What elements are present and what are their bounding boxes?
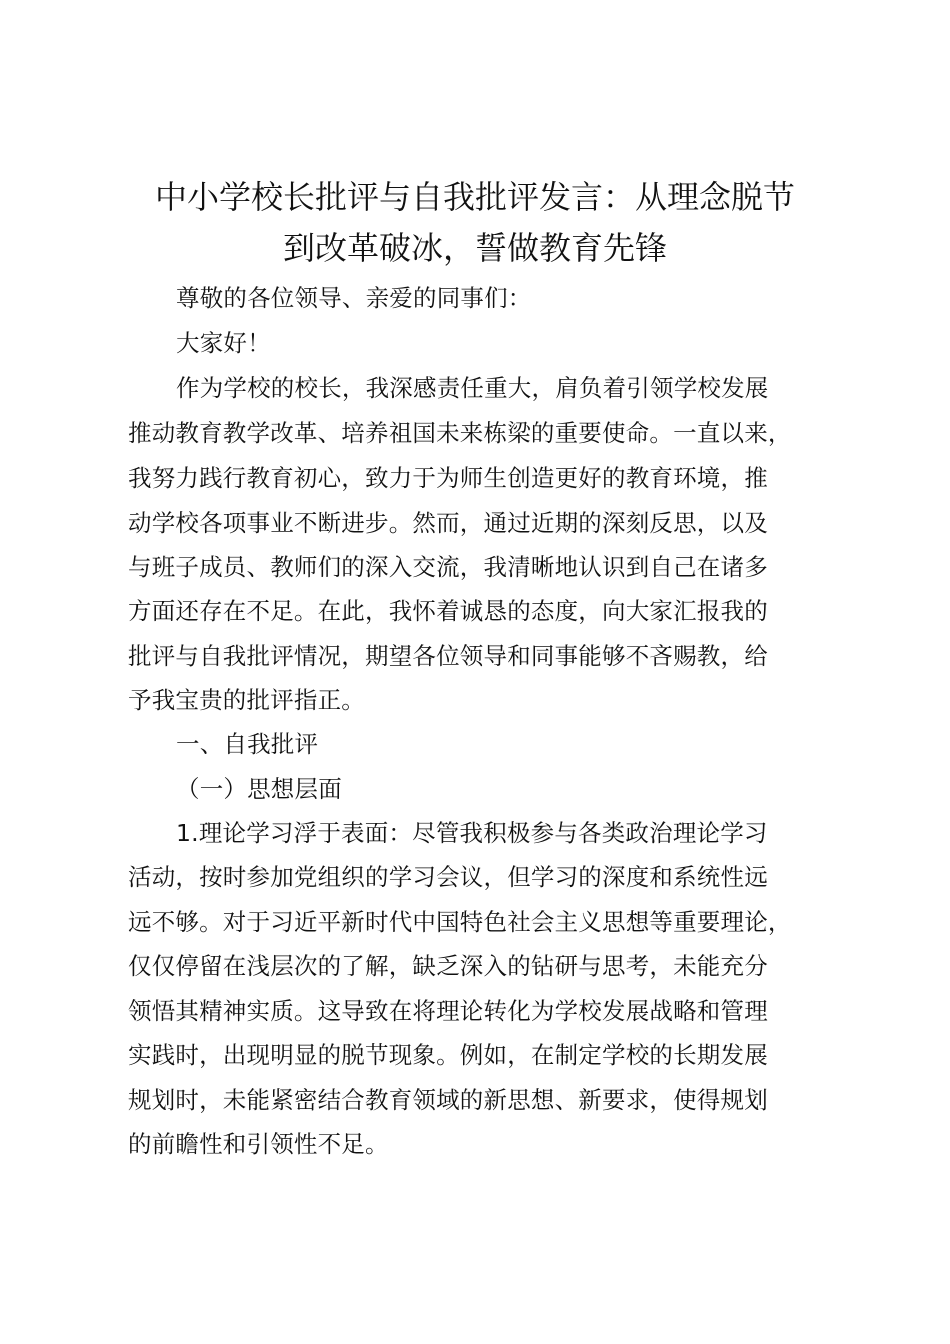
document-title-line-1: 中小学校长批评与自我批评发言：从理念脱节	[154, 178, 795, 216]
paragraph-line: 方面还存在不足。在此，我怀着诚恳的态度，向大家汇报我的	[128, 597, 768, 625]
paragraph-line: 实践时，出现明显的脱节现象。例如，在制定学校的长期发展	[128, 1041, 768, 1069]
paragraph-line: 批评与自我批评情况，期望各位领导和同事能够不吝赐教，给	[128, 642, 768, 670]
paragraph-line: 远不够。对于习近平新时代中国特色社会主义思想等重要理论，	[128, 908, 792, 936]
section-heading: 一、自我批评	[176, 730, 319, 758]
paragraph-line: 我努力践行教育初心，致力于为师生创造更好的教育环境，推	[128, 464, 768, 492]
paragraph-line: 予我宝贵的批评指正。	[128, 686, 365, 714]
paragraph-line: 规划时，未能紧密结合教育领域的新思想、新要求，使得规划	[128, 1086, 768, 1114]
paragraph-line: 的前瞻性和引领性不足。	[128, 1130, 389, 1158]
paragraph-line: 仅仅停留在浅层次的了解，缺乏深入的钻研与思考，未能充分	[128, 952, 768, 980]
paragraph-line: 1.理论学习浮于表面：尽管我积极参与各类政治理论学习	[176, 819, 768, 847]
paragraph-line: 动学校各项事业不断进步。然而，通过近期的深刻反思，以及	[128, 509, 768, 537]
paragraph-line: 作为学校的校长，我深感责任重大，肩负着引领学校发展	[176, 374, 769, 402]
paragraph-line: 推动教育教学改革、培养祖国未来栋梁的重要使命。一直以来，	[128, 419, 792, 447]
salutation: 尊敬的各位领导、亲爱的同事们：	[176, 284, 532, 312]
paragraph-line: 与班子成员、教师们的深入交流，我清晰地认识到自己在诸多	[128, 553, 768, 581]
paragraph-line: 活动，按时参加党组织的学习会议，但学习的深度和系统性远	[128, 863, 768, 891]
subsection-heading: （一）思想层面	[176, 775, 342, 803]
greeting: 大家好！	[176, 329, 271, 357]
document-title-line-2: 到改革破冰，誓做教育先锋	[282, 229, 667, 267]
paragraph-line: 领悟其精神实质。这导致在将理论转化为学校发展战略和管理	[128, 997, 768, 1025]
